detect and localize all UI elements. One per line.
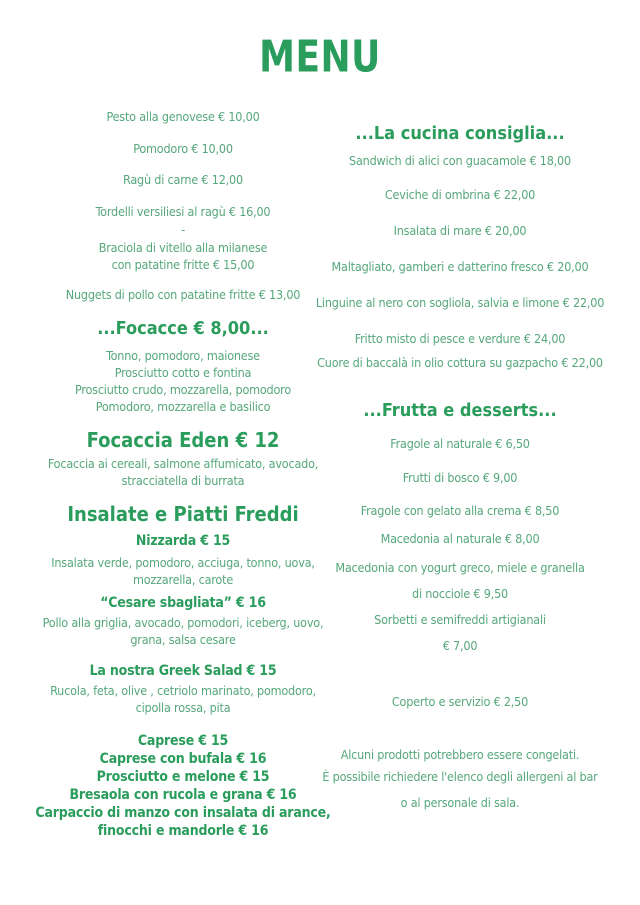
dash-separator: - <box>181 222 185 237</box>
menu-item: Fragole con gelato alla crema € 8,50 <box>360 503 560 518</box>
menu-item: Pesto alla genovese € 10,00 <box>106 109 260 124</box>
menu-item: Ceviche di ombrina € 22,00 <box>384 187 536 202</box>
menu-item: Fragole al naturale € 6,50 <box>390 436 530 451</box>
menu-item: Insalata di mare € 20,00 <box>393 223 527 238</box>
menu-item-bold: Bresaola con rucola e grana € 16 <box>69 787 297 803</box>
page-title: MENU <box>259 31 381 83</box>
menu-item: con patatine fritte € 15,00 <box>111 257 255 272</box>
menu-item: Fritto misto di pesce e verdure € 24,00 <box>354 331 566 346</box>
section-heading-frutta-desserts: ...Frutta e desserts... <box>363 400 557 421</box>
menu-item: Cuore di baccalà in olio cottura su gazpacho € 22,00 <box>317 355 603 370</box>
menu-item-price: € 7,00 <box>442 638 478 653</box>
menu-item: Tonno, pomodoro, maionese <box>106 348 260 363</box>
menu-item: Sorbetti e semifreddi artigianali <box>374 612 546 627</box>
menu-item: Prosciutto cotto e fontina <box>114 365 252 380</box>
dish-description: Insalata verde, pomodoro, acciuga, tonno, uova, <box>51 555 315 570</box>
menu-item: Sandwich di alici con guacamole € 18,00 <box>349 153 571 168</box>
menu-item-bold: Prosciutto e melone € 15 <box>96 769 270 785</box>
menu-item: Maltagliato, gamberi e datterino fresco € 20,00 <box>331 259 589 274</box>
dish-description: grana, salsa cesare <box>130 632 236 647</box>
menu-item: di nocciole € 9,50 <box>412 586 508 601</box>
section-heading-cucina-consiglia: ...La cucina consiglia... <box>355 123 565 144</box>
section-heading-focacce: ...Focacce € 8,00... <box>97 318 269 339</box>
menu-item: Frutti di bosco € 9,00 <box>402 470 518 485</box>
menu-item: Prosciutto crudo, mozzarella, pomodoro <box>74 382 291 397</box>
menu-item-bold: Caprese € 15 <box>137 733 229 749</box>
menu-item-bold: Caprese con bufala € 16 <box>99 751 267 767</box>
dish-description: stracciatella di burrata <box>121 473 245 488</box>
dish-description: Pollo alla griglia, avocado, pomodori, iceberg, uovo, <box>42 615 324 630</box>
section-heading-focaccia-eden: Focaccia Eden € 12 <box>86 428 280 452</box>
note-line: È possibile richiedere l'elenco degli allergeni al bar <box>322 769 598 784</box>
note-line: o al personale di sala. <box>400 795 520 810</box>
dish-description: cipolla rossa, pita <box>135 700 231 715</box>
menu-item: Pomodoro, mozzarella e basilico <box>95 399 271 414</box>
dish-heading-cesare: “Cesare sbagliata” € 16 <box>100 595 266 611</box>
menu-item: Braciola di vitello alla milanese <box>98 240 268 255</box>
section-heading-insalate: Insalate e Piatti Freddi <box>67 502 299 526</box>
menu-item: Linguine al nero con sogliola, salvia e limone € 22,00 <box>315 295 605 310</box>
right-column <box>315 108 605 840</box>
left-column <box>35 108 331 840</box>
menu-item: Macedonia con yogurt greco, miele e granella <box>335 560 585 575</box>
note-line: Alcuni prodotti potrebbero essere congelati. <box>340 747 580 762</box>
dish-description: Focaccia ai cereali, salmone affumicato, avocado, <box>47 456 319 471</box>
menu-item-bold: Carpaccio di manzo con insalata di arance, <box>35 805 331 821</box>
menu-item: Pomodoro € 10,00 <box>133 141 233 156</box>
dish-description: mozzarella, carote <box>132 572 234 587</box>
dish-heading-nizzarda: Nizzarda € 15 <box>135 533 231 549</box>
menu-item: Nuggets di pollo con patatine fritte € 13,00 <box>65 287 301 302</box>
menu-item: Ragù di carne € 12,00 <box>123 172 243 187</box>
menu-item-bold: finocchi e mandorle € 16 <box>97 823 269 839</box>
dish-heading-greek-salad: La nostra Greek Salad € 15 <box>89 663 277 679</box>
menu-item: Tordelli versiliesi al ragù € 16,00 <box>95 204 271 219</box>
menu-item: Macedonia al naturale € 8,00 <box>380 531 540 546</box>
dish-description: Rucola, feta, olive , cetriolo marinato, pomodoro, <box>50 683 316 698</box>
coperto-line: Coperto e servizio € 2,50 <box>391 694 529 709</box>
menu-columns <box>0 108 640 840</box>
